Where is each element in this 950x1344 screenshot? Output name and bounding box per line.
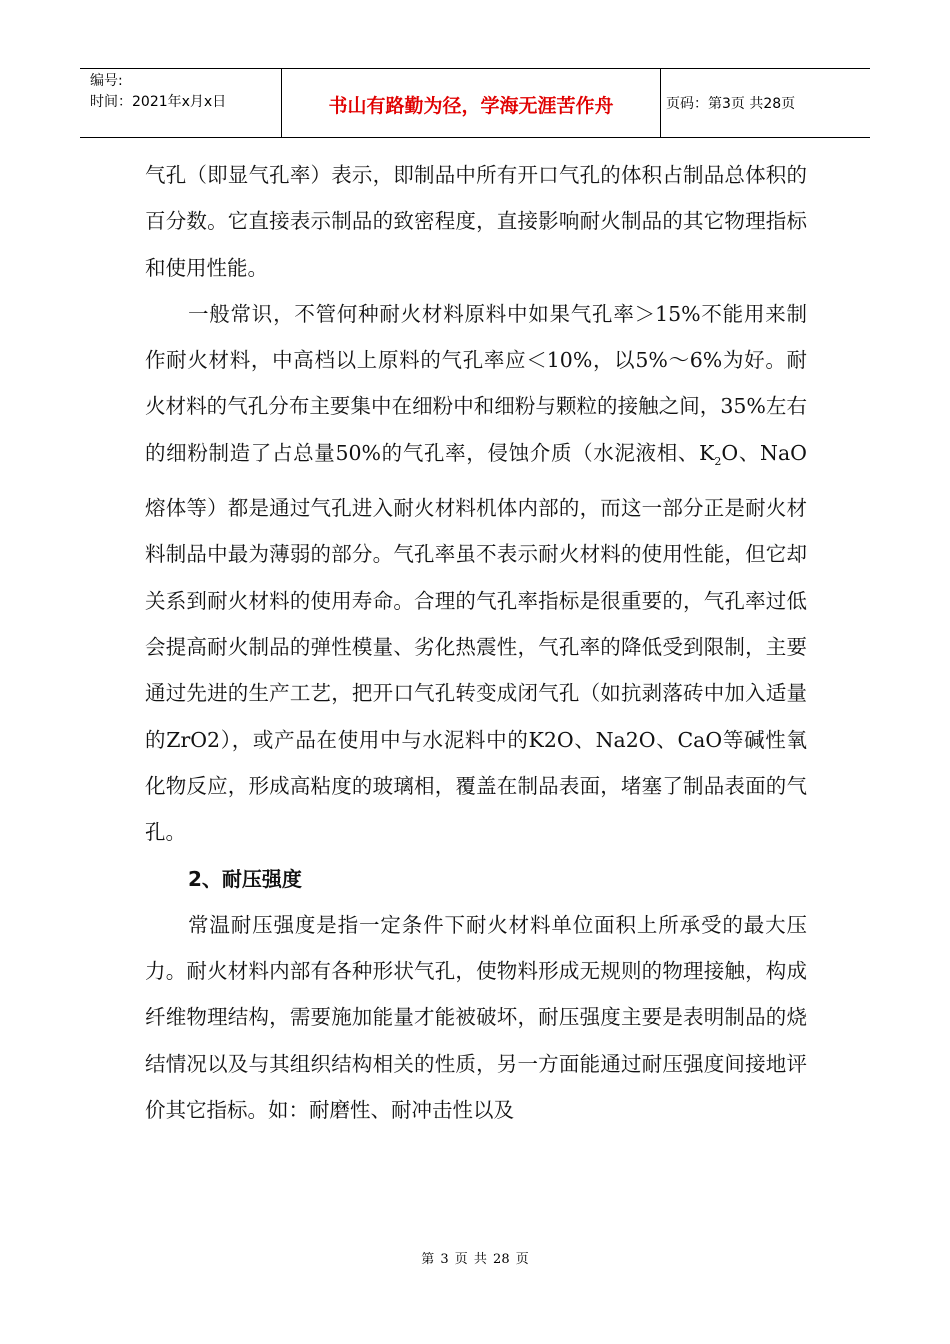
header-left-cell xyxy=(80,69,280,137)
header-middle-cell xyxy=(281,69,661,137)
header-page-info: 页码：第3页 共28页 xyxy=(666,96,796,112)
body-content xyxy=(145,152,807,1133)
paragraph-text: 一般常识，不管何种耐火材料原料中如果气孔率＞15%不能用来制作耐火材料，中高档以上原料的气孔率应＜10%，以5%～6%为好。耐火材料的气孔分布主要集中在细粉中和细粉与颗粒的接触之间，35%左右的细粉制造了占总量50%的气孔率，侵蚀介质（水泥液相、K xyxy=(145,301,807,465)
paragraph-compressive-strength: 常温耐压强度是指一定条件下耐火材料单位面积上所承受的最大压力。耐火材料内部有各种形状气孔，使物料形成无规则的物理接触，构成纤维物理结构，需要施加能量才能被破坏，耐压强度主要是表明制品的烧结情况以及与其组织结构相关的性质，另一方面能通过耐压强度间接地评价其它指标。如：耐磨性、耐冲击性以及 xyxy=(145,912,807,1123)
page-header xyxy=(80,68,870,138)
document-date: 时间：2021年x月x日 xyxy=(90,94,227,110)
paragraph-porosity-details xyxy=(145,291,807,856)
paragraph-text-continued: O、NaO熔体等）都是通过气孔进入耐火材料机体内部的，而这一部分正是耐火材料制品中最为薄弱的部分。气孔率虽不表示耐火材料的使用性能，但它却关系到耐火材料的使用寿命。合理的气孔率指标是很重要的，气孔率过低会提高耐火制品的弹性模量、劣化热震性，气孔率的降低受到限制，主要通过先进的生产工艺，把开口气孔转变成闭气孔（如抗剥落砖中加入适量的ZrO2），或产品在使用中与水泥料中的K2O、Na2O、CaO等碱性氧化物反应，形成高粘度的玻璃相，覆盖在制品表面，堵塞了制品表面的气孔。 xyxy=(145,440,807,845)
document-number-label: 编号: xyxy=(90,73,123,89)
header-right-cell xyxy=(660,69,870,137)
subscript: 2 xyxy=(714,454,722,468)
section-heading: 2、耐压强度 xyxy=(188,866,302,891)
paragraph-porosity-definition: 气孔（即显气孔率）表示，即制品中所有开口气孔的体积占制品总体积的百分数。它直接表示制品的致密程度，直接影响耐火制品的其它物理指标和使用性能。 xyxy=(145,163,807,280)
header-motto: 书山有路勤为径，学海无涯苦作舟 xyxy=(328,95,614,117)
page-footer: 第 3 页 共 28 页 xyxy=(421,1252,529,1267)
